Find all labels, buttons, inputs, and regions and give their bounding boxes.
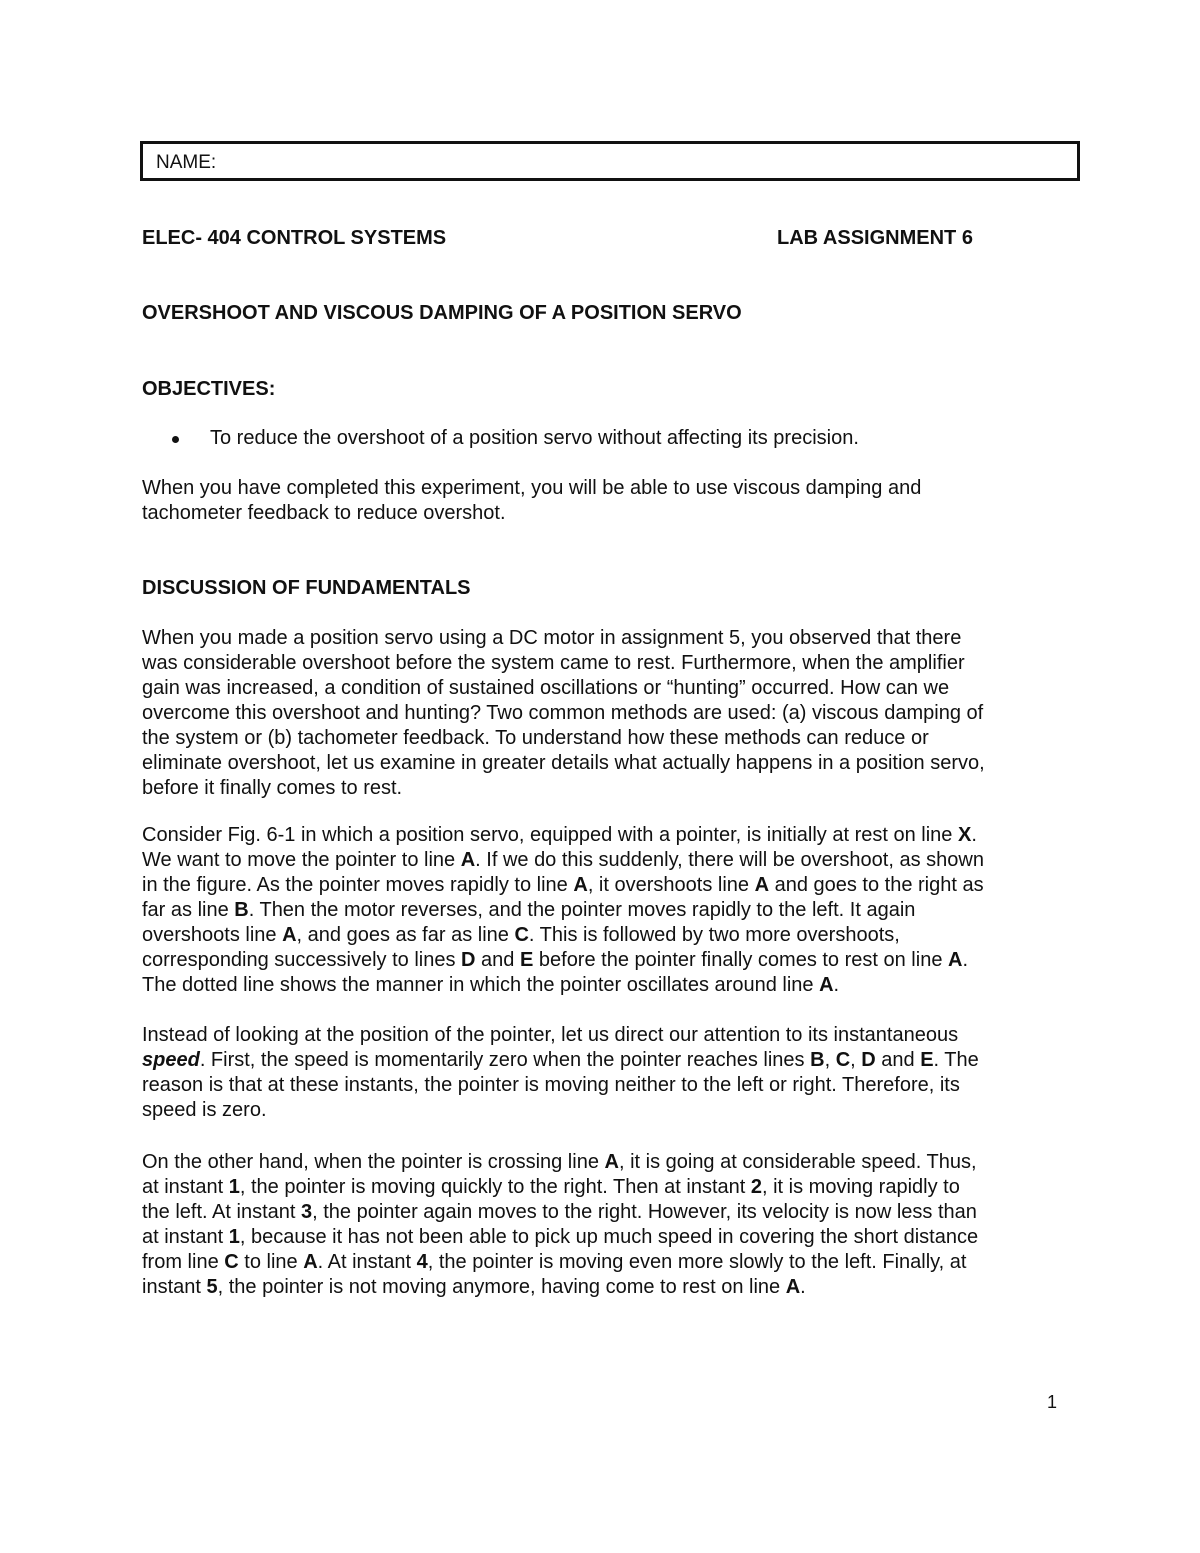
bold-run: 3	[300, 1201, 313, 1223]
text-line	[142, 1200, 978, 1225]
text-line	[142, 848, 984, 873]
bold-run: A	[948, 949, 963, 971]
bold-run: C	[514, 924, 529, 946]
bold-run: E	[519, 949, 534, 971]
text-line	[142, 898, 984, 923]
discussion-paragraph-3	[142, 1023, 979, 1123]
text-run: far as line	[142, 899, 235, 921]
bold-italic-run: speed	[142, 1049, 200, 1071]
document-title: OVERSHOOT AND VISCOUS DAMPING OF A POSITION SERVO	[142, 302, 742, 324]
text-run: On the other hand, when the pointer is crossing line	[142, 1151, 605, 1173]
text-run: .	[971, 824, 977, 846]
text-run: ,	[850, 1049, 862, 1071]
text-line	[142, 1150, 978, 1175]
text-line	[142, 1048, 979, 1073]
text-run: , the pointer is not moving anymore, having come to rest on line	[217, 1276, 786, 1298]
text-line: speed is zero.	[142, 1099, 267, 1121]
objectives-heading: OBJECTIVES:	[142, 378, 276, 400]
bold-run: D	[461, 949, 476, 971]
course-title: ELEC- 404 CONTROL SYSTEMS	[142, 227, 447, 249]
text-run: .	[962, 949, 969, 971]
text-line	[142, 973, 984, 998]
text-run: , it overshoots line	[587, 874, 755, 896]
text-run: before the pointer finally comes to rest on line	[533, 949, 948, 971]
bold-run: C	[224, 1251, 239, 1273]
text-run: , the pointer is moving quickly to the right. Then at instant	[239, 1176, 751, 1198]
discussion-heading: DISCUSSION OF FUNDAMENTALS	[142, 577, 471, 599]
text-run: , the pointer again moves to the right. However, its velocity is now less than	[312, 1201, 977, 1223]
text-line: gain was increased, a condition of sustained oscillations or “hunting” occurred. How can we	[142, 677, 950, 699]
bold-run: B	[810, 1049, 825, 1071]
text-line: before it finally comes to rest.	[142, 777, 403, 799]
text-run: The dotted line shows the manner in which the pointer oscillates around line	[142, 974, 820, 996]
bold-run: 2	[750, 1176, 762, 1198]
text-run: overshoots line	[142, 924, 283, 946]
name-field-box	[140, 141, 1080, 181]
text-line: overcome this overshoot and hunting? Two common methods are used: (a) viscous damping of	[142, 702, 984, 724]
bold-run: E	[920, 1049, 934, 1071]
name-label: NAME:	[156, 152, 217, 173]
text-run: . First, the speed is momentarily zero when the pointer reaches lines	[199, 1049, 811, 1071]
page-number: 1	[1047, 1392, 1058, 1412]
text-run: and	[875, 1049, 921, 1071]
bold-run: A	[604, 1151, 619, 1173]
assignment-title: LAB ASSIGNMENT 6	[777, 227, 973, 249]
text-run: from line	[142, 1251, 225, 1273]
text-run: the left. At instant	[142, 1201, 301, 1223]
text-run: , it is moving rapidly to	[761, 1176, 960, 1198]
text-line	[142, 823, 984, 848]
text-run: , because it has not been able to pick up much speed in covering the short distance	[239, 1226, 979, 1248]
text-run: to line	[238, 1251, 304, 1273]
text-run: .	[833, 974, 840, 996]
text-line	[142, 1175, 978, 1200]
bold-run: A	[303, 1251, 318, 1273]
text-run: , it is going at considerable speed. Thus,	[618, 1151, 977, 1173]
text-run: . Then the motor reverses, and the pointer moves rapidly to the left. It again	[248, 899, 916, 921]
bold-run: A	[819, 974, 834, 996]
bold-run: A	[460, 849, 476, 871]
text-run: Consider Fig. 6-1 in which a position servo, equipped with a pointer, is initially at rest on line	[142, 824, 958, 846]
text-line	[142, 1275, 978, 1300]
discussion-paragraph-4	[142, 1150, 978, 1300]
text-line: When you made a position servo using a DC motor in assignment 5, you observed that there	[142, 627, 962, 649]
discussion-paragraph-2	[142, 823, 984, 998]
text-run: We want to move the pointer to line	[142, 849, 461, 871]
text-run: , and goes as far as line	[296, 924, 515, 946]
text-line	[142, 923, 984, 948]
text-line	[142, 1250, 978, 1275]
bold-run: A	[754, 874, 770, 896]
bold-run: 5	[206, 1276, 218, 1298]
text-run: ,	[824, 1049, 836, 1071]
text-line: eliminate overshoot, let us examine in greater details what actually happens in a position servo,	[142, 752, 985, 774]
text-line	[142, 948, 984, 973]
text-line: was considerable overshoot before the system came to rest. Furthermore, when the amplifier	[142, 652, 965, 674]
text-run: . If we do this suddenly, there will be overshoot, as shown	[475, 849, 984, 871]
text-line: Instead of looking at the position of the pointer, let us direct our attention to its instantaneous	[142, 1024, 959, 1046]
bold-run: B	[234, 899, 249, 921]
text-run: instant	[142, 1276, 207, 1298]
text-line: reason is that at these instants, the pointer is moving neither to the left or right. Therefore, its	[142, 1074, 960, 1096]
objective-bullet-text: To reduce the overshoot of a position servo without affecting its precision.	[210, 427, 859, 449]
text-run: at instant	[142, 1176, 229, 1198]
text-line: the system or (b) tachometer feedback. To understand how these methods can reduce or	[142, 727, 929, 749]
text-run: .	[800, 1276, 806, 1298]
bold-run: 1	[228, 1226, 240, 1248]
bullet-icon	[172, 436, 179, 443]
text-line: When you have completed this experiment, you will be able to use viscous damping and	[142, 477, 922, 499]
bold-run: C	[835, 1049, 851, 1071]
text-run: and goes to the right as	[769, 874, 984, 896]
text-line: tachometer feedback to reduce overshot.	[142, 502, 506, 524]
discussion-paragraph-1	[142, 626, 985, 801]
bold-run: D	[861, 1049, 876, 1071]
text-line	[142, 1225, 978, 1250]
text-line	[142, 873, 984, 898]
text-run: . This is followed by two more overshoots,	[528, 924, 900, 946]
text-run: in the figure. As the pointer moves rapidly to line	[142, 874, 574, 896]
text-run: and	[475, 949, 520, 971]
bold-run: A	[573, 874, 588, 896]
bold-run: A	[785, 1276, 801, 1298]
bold-run: X	[958, 824, 972, 846]
text-run: . At instant	[317, 1251, 417, 1273]
text-run: , the pointer is moving even more slowly to the left. Finally, at	[427, 1251, 967, 1273]
bold-run: 4	[416, 1251, 428, 1273]
text-run: corresponding successively to lines	[142, 949, 462, 971]
bold-run: A	[282, 924, 297, 946]
text-run: . The	[933, 1049, 979, 1071]
objectives-summary	[142, 476, 921, 526]
bold-run: 1	[228, 1176, 240, 1198]
text-run: at instant	[142, 1226, 229, 1248]
